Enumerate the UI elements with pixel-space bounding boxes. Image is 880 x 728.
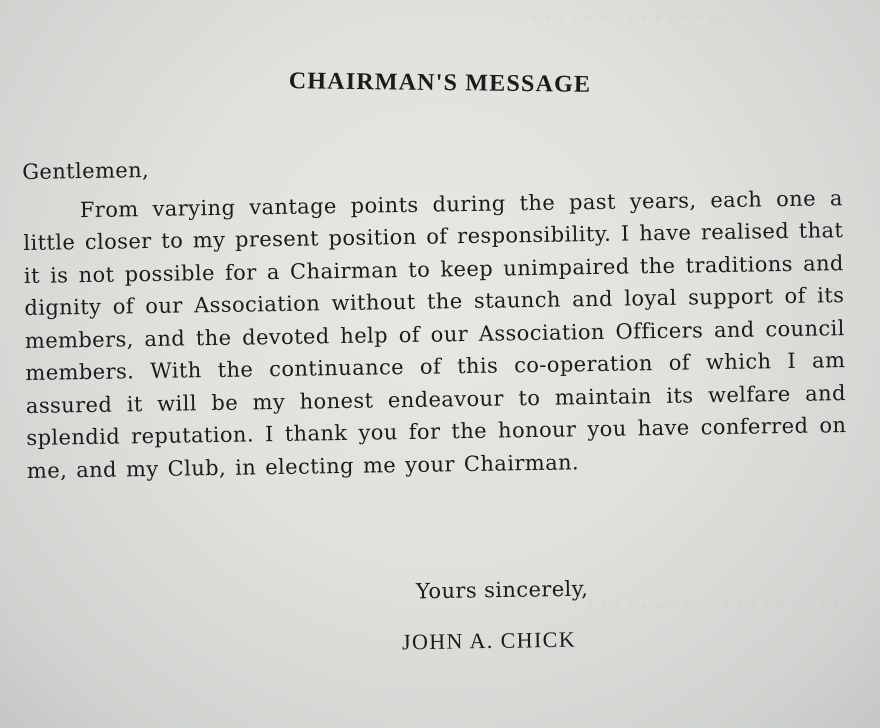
- reverse-side-bleed-bottom: · · · · · · · · · · · · · · · · · · · ·: [572, 595, 840, 617]
- closing-line: Yours sincerely,: [415, 576, 589, 604]
- page-title: CHAIRMAN'S MESSAGE: [288, 68, 592, 98]
- salutation: Gentlemen,: [22, 158, 150, 184]
- reverse-side-bleed-top: · · · · · · · · · · · · · · ·: [531, 8, 730, 30]
- letter-body: [22, 143, 847, 487]
- body-paragraph: From varying vantage points during the past years, each one a little closer to my present position of responsibility. I have realised that it is not possible for a Chairman to keep unimpaired the traditions and dignity of our Association without the staunch and loyal support of its members, and the devoted help of our Association Officers and council members. With the continuance of this co-operation of which I am assured it will be my honest endeavour to maintain its welfare and splendid reputation. I thank you for the honour you have conferred on me, and my Club, in electing me your Chairman.: [23, 185, 847, 483]
- signature-name: JOHN A. CHICK: [401, 626, 577, 655]
